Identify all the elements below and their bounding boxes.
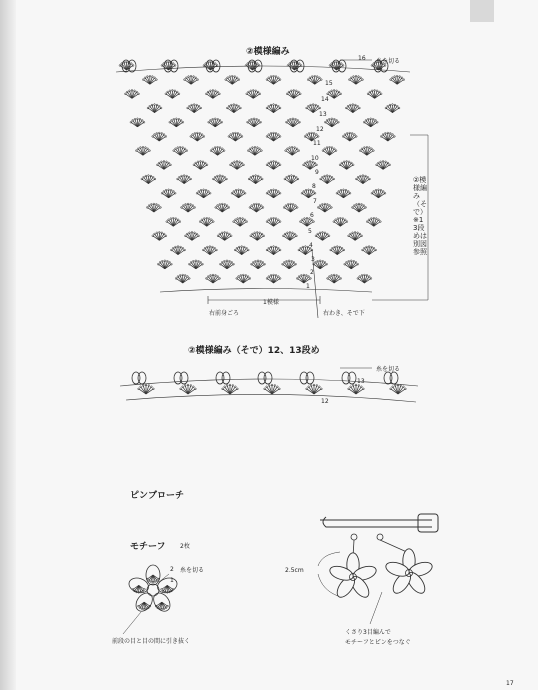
shell-stitch: [366, 217, 381, 226]
stitch-loop: [224, 176, 226, 178]
shell-stitch: [359, 146, 374, 155]
shell-stitch: [266, 161, 281, 170]
stitch-loop: [340, 63, 342, 65]
shell-stitch: [171, 246, 186, 255]
shell-stitch: [147, 104, 162, 113]
shell-stitch: [146, 203, 161, 212]
row-number: 2: [170, 566, 174, 573]
shell-stitch: [203, 61, 218, 70]
shell-stitch: [181, 203, 196, 212]
picot-loop: [348, 372, 356, 384]
section1-cut-note: 糸を切る: [376, 58, 401, 65]
shell-stitch: [166, 217, 181, 226]
pin-loop: [377, 534, 383, 540]
shell-stitch: [307, 75, 322, 84]
shell-stitch: [193, 161, 208, 170]
section2-cut-note: 糸を切る: [376, 366, 401, 373]
shell-stitch: [362, 246, 377, 255]
chain-note-line2: モチーフとピンをつなぐ: [345, 639, 411, 646]
stitch-loop: [298, 63, 300, 65]
shell-stitch: [367, 90, 382, 99]
shell-stitch: [234, 246, 249, 255]
shell-stitch: [173, 146, 188, 155]
row-number: 9: [315, 169, 319, 176]
shell-stitch: [165, 90, 180, 99]
chain-note-leader: [370, 592, 382, 624]
row-number: 1: [170, 577, 174, 584]
picot-loop: [222, 372, 230, 384]
shell-stitch: [266, 75, 281, 84]
shell-stitch: [363, 118, 378, 127]
chain-row: [120, 379, 418, 386]
right-front-label: 右前身ごろ: [209, 310, 240, 317]
stitch-loop: [223, 150, 225, 152]
stitch-loop: [194, 388, 196, 390]
shell-stitch: [152, 232, 167, 241]
shell-stitch: [282, 260, 297, 269]
chain-row: [126, 394, 416, 402]
shell-stitch: [245, 61, 260, 70]
shell-stitch: [266, 132, 281, 141]
motif-cut-note: 糸を切る: [180, 567, 205, 574]
pin-clasp: [418, 514, 438, 532]
stitch-loop: [246, 221, 248, 223]
section2-title: ②模様編み（そで）12、13段め: [188, 346, 320, 356]
shell-stitch: [169, 118, 184, 127]
row-number: 4: [309, 242, 313, 249]
stitch-loop: [247, 276, 249, 278]
shell-stitch: [315, 232, 330, 241]
row-number: 3: [311, 256, 315, 263]
row-number: 12: [316, 126, 324, 133]
row-number: 13: [319, 111, 327, 118]
pin-bar-lower: [323, 517, 432, 527]
stitch-loop: [190, 178, 192, 180]
stitch-loop: [154, 178, 156, 180]
shell-stitch: [306, 384, 323, 394]
shell-stitch: [251, 260, 266, 269]
shell-stitch: [225, 75, 240, 84]
shell-stitch: [206, 274, 221, 283]
shell-stitch: [380, 132, 395, 141]
shell-stitch: [236, 274, 251, 283]
shell-stitch: [327, 274, 342, 283]
shell-stitch: [226, 104, 241, 113]
shell-stitch: [141, 175, 156, 184]
motif-center-ring: [147, 584, 159, 596]
shell-stitch: [284, 175, 299, 184]
stitch-loop: [241, 136, 243, 138]
shell-stitch: [285, 146, 300, 155]
shell-stitch: [317, 203, 332, 212]
stitch-loop: [226, 178, 228, 180]
row-number: 2: [310, 269, 314, 276]
shell-stitch: [188, 260, 203, 269]
shell-stitch: [250, 232, 265, 241]
shell-stitch: [283, 203, 298, 212]
shell-stitch: [301, 189, 316, 198]
shell-stitch: [249, 203, 264, 212]
shell-stitch: [330, 246, 345, 255]
shell-stitch: [266, 189, 281, 198]
shell-stitch: [215, 203, 230, 212]
shell-stitch: [286, 90, 301, 99]
shell-stitch: [248, 175, 263, 184]
shell-stitch: [329, 61, 344, 70]
shell-stitch: [344, 260, 359, 269]
row-number: 10: [311, 155, 319, 162]
chain-link: [380, 540, 409, 553]
stitch-loop: [188, 176, 190, 178]
shell-stitch: [161, 189, 176, 198]
shell-stitch: [230, 161, 245, 170]
stitch-loop: [202, 263, 204, 265]
stitch-loop: [170, 164, 172, 166]
shell-stitch: [264, 384, 281, 394]
stitch-loop: [194, 207, 196, 209]
shell-stitch: [222, 384, 239, 394]
row-number: 6: [310, 212, 314, 219]
shell-stitch: [266, 217, 281, 226]
shell-stitch: [196, 189, 211, 198]
row-number: 16: [358, 55, 366, 62]
stitch-loop: [214, 63, 216, 65]
chain-note-line1: くさり3目編んで: [345, 629, 391, 636]
shell-stitch: [352, 203, 367, 212]
shell-stitch: [342, 132, 357, 141]
shell-stitch: [125, 90, 140, 99]
shell-stitch: [287, 61, 302, 70]
stitch-loop: [256, 63, 258, 65]
stitch-loop: [172, 63, 174, 65]
row-number: 1: [306, 283, 310, 290]
row-number: 14: [321, 96, 329, 103]
shell-stitch: [156, 161, 171, 170]
shell-stitch: [138, 384, 155, 394]
shell-stitch: [180, 384, 197, 394]
shell-stitch: [345, 104, 360, 113]
stitch-loop: [249, 278, 251, 280]
shell-stitch: [152, 132, 167, 141]
shell-stitch: [266, 274, 281, 283]
stitch-loop: [236, 77, 238, 79]
stitch-loop: [152, 176, 154, 178]
page-number: 17: [506, 680, 514, 687]
stitch-loop: [238, 79, 240, 81]
shell-stitch: [175, 274, 190, 283]
picot-loop: [138, 372, 146, 384]
stitch-loop: [244, 219, 246, 221]
picot-loop: [264, 372, 272, 384]
row-number: 7: [313, 198, 317, 205]
row-number: 15: [325, 80, 333, 87]
shell-stitch: [333, 217, 348, 226]
shell-stitch: [282, 232, 297, 241]
shell-stitch: [155, 602, 168, 610]
side-sleeve-label: 右わき、そで下: [323, 310, 365, 317]
motif-label: モチーフ: [130, 542, 166, 552]
shell-stitch: [322, 146, 337, 155]
pin-loop: [351, 534, 357, 540]
section3-title: ピンブローチ: [130, 491, 185, 501]
shell-stitch: [187, 104, 202, 113]
size-leader: [318, 552, 340, 566]
stitch-loop: [160, 107, 162, 109]
stitch-loop: [130, 63, 132, 65]
picot-loop: [390, 372, 398, 384]
shell-stitch: [184, 75, 199, 84]
stitch-loop: [244, 192, 246, 194]
shell-stitch: [266, 246, 281, 255]
shell-stitch: [138, 602, 151, 610]
shell-stitch: [210, 146, 225, 155]
shell-stitch: [220, 260, 235, 269]
shell-stitch: [390, 384, 407, 394]
shell-stitch: [376, 161, 391, 170]
row-number: 13: [357, 378, 365, 385]
stitch-loop: [197, 79, 199, 81]
shell-stitch: [286, 118, 301, 127]
shell-stitch: [157, 260, 172, 269]
shell-stitch: [371, 189, 386, 198]
shell-stitch: [130, 118, 145, 127]
stitch-loop: [152, 388, 154, 390]
motif-count: 2枚: [180, 543, 190, 550]
picot-loop: [180, 372, 188, 384]
shell-stitch: [246, 90, 261, 99]
sleeve-side-note: ②模様編み（そで）※13段めは別図参照: [413, 176, 427, 256]
row-number: 5: [308, 228, 312, 235]
stitch-loop: [236, 388, 238, 390]
shell-stitch: [199, 217, 214, 226]
repeat-label: 1模様: [263, 299, 279, 306]
pull-leader: [123, 612, 141, 634]
shell-stitch: [177, 175, 192, 184]
shell-stitch: [146, 575, 159, 583]
shell-stitch: [348, 232, 363, 241]
shell-stitch: [217, 232, 232, 241]
shell-stitch: [135, 146, 150, 155]
row-number: 8: [312, 183, 316, 190]
shell-stitch: [208, 118, 223, 127]
shell-stitch: [231, 189, 246, 198]
stitch-loop: [149, 150, 151, 152]
shell-stitch: [190, 132, 205, 141]
shell-stitch: [142, 75, 157, 84]
pull-through-note: 前段の目と目の間に引き抜く: [112, 638, 191, 645]
shell-stitch: [320, 175, 335, 184]
stitch-loop: [147, 148, 149, 150]
shell-stitch: [212, 175, 227, 184]
shell-stitch: [355, 175, 370, 184]
shell-stitch: [185, 232, 200, 241]
shell-stitch: [233, 217, 248, 226]
foundation-chain: [160, 289, 372, 293]
stitch-loop: [182, 247, 184, 249]
stitch-loop: [184, 249, 186, 251]
shell-stitch: [348, 384, 365, 394]
shell-stitch: [348, 75, 363, 84]
shell-stitch: [339, 161, 354, 170]
shell-stitch: [119, 61, 134, 70]
section1-title: ②模様編み: [246, 47, 290, 57]
shell-stitch: [336, 189, 351, 198]
shell-stitch: [247, 118, 262, 127]
shell-stitch: [247, 146, 262, 155]
chain-row: [116, 66, 410, 72]
shell-stitch: [390, 75, 405, 84]
stitch-loop: [200, 261, 202, 263]
stitch-loop: [158, 105, 160, 107]
stitch-loop: [176, 91, 178, 93]
size-label: 2.5cm: [285, 567, 304, 574]
stitch-loop: [178, 93, 180, 95]
shell-stitch: [205, 90, 220, 99]
stitch-loop: [221, 148, 223, 150]
shell-stitch: [385, 104, 400, 113]
stitch-loop: [144, 588, 146, 590]
stitch-loop: [195, 77, 197, 79]
shell-stitch: [228, 132, 243, 141]
shell-stitch: [202, 246, 217, 255]
shell-stitch: [266, 104, 281, 113]
row-number: 11: [313, 140, 321, 147]
picot-loop: [306, 372, 314, 384]
row-number: 12: [321, 398, 329, 405]
shell-stitch: [324, 118, 339, 127]
shell-stitch: [357, 274, 372, 283]
stitch-loop: [179, 221, 181, 223]
